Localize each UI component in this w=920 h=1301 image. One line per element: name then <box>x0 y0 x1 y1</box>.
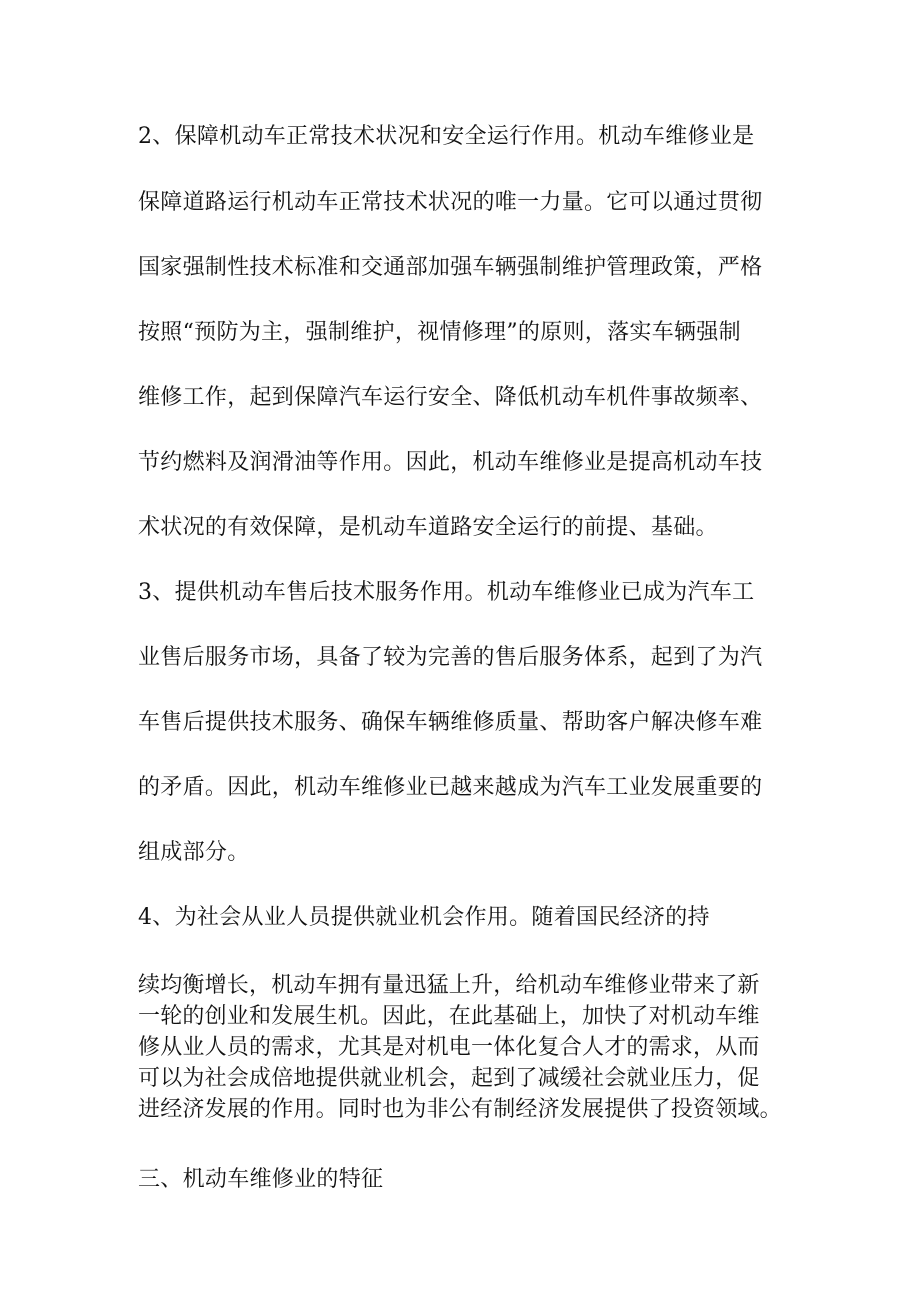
paragraph-3-line-1: 3、提供机动车售后技术服务作用。机动车维修业已成为汽车工 <box>138 580 755 605</box>
paragraph-2-line-4: 按照“预防为主，强制维护，视情修理”的原则，落实车辆强制 <box>138 320 741 345</box>
paragraph-3-line-3: 车售后提供技术服务、确保车辆维修质量、帮助客户解决修车难 <box>138 710 763 735</box>
paragraph-4-line-5: 可以为社会成倍地提供就业机会，起到了减缓社会就业压力，促 <box>138 1066 760 1091</box>
paragraph-4-line-6: 进经济发展的作用。同时也为非公有制经济发展提供了投资领域。 <box>138 1097 782 1122</box>
paragraph-4-line-3: 一轮的创业和发展生机。因此，在此基础上，加快了对机动车维 <box>138 1004 760 1029</box>
section-heading: 三、机动车维修业的特征 <box>138 1167 384 1192</box>
paragraph-2-line-2: 保障道路运行机动车正常技术状况的唯一力量。它可以通过贯彻 <box>138 190 763 215</box>
paragraph-3-line-2: 业售后服务市场，具备了较为完善的售后服务体系，起到了为汽 <box>138 645 763 670</box>
paragraph-3-line-4: 的矛盾。因此，机动车维修业已越来越成为汽车工业发展重要的 <box>138 775 763 800</box>
paragraph-2-line-6: 节约燃料及润滑油等作用。因此，机动车维修业是提高机动车技 <box>138 450 763 475</box>
paragraph-3-line-5: 组成部分。 <box>138 840 250 865</box>
paragraph-4-line-2: 续均衡增长，机动车拥有量迅猛上升，给机动车维修业带来了新 <box>138 973 760 998</box>
paragraph-2-line-5: 维修工作，起到保障汽车运行安全、降低机动车机件事故频率、 <box>138 385 763 410</box>
paragraph-2-line-3: 国家强制性技术标准和交通部加强车辆强制维护管理政策，严格 <box>138 255 763 280</box>
paragraph-4-line-4: 修从业人员的需求，尤其是对机电一体化复合人才的需求，从而 <box>138 1035 760 1060</box>
paragraph-2-line-7: 术状况的有效保障，是机动车道路安全运行的前提、基础。 <box>138 515 718 540</box>
paragraph-2-line-1: 2、保障机动车正常技术状况和安全运行作用。机动车维修业是 <box>138 124 755 149</box>
paragraph-4-line-1: 4、为社会从业人员提供就业机会作用。随着国民经济的持 <box>138 905 710 930</box>
